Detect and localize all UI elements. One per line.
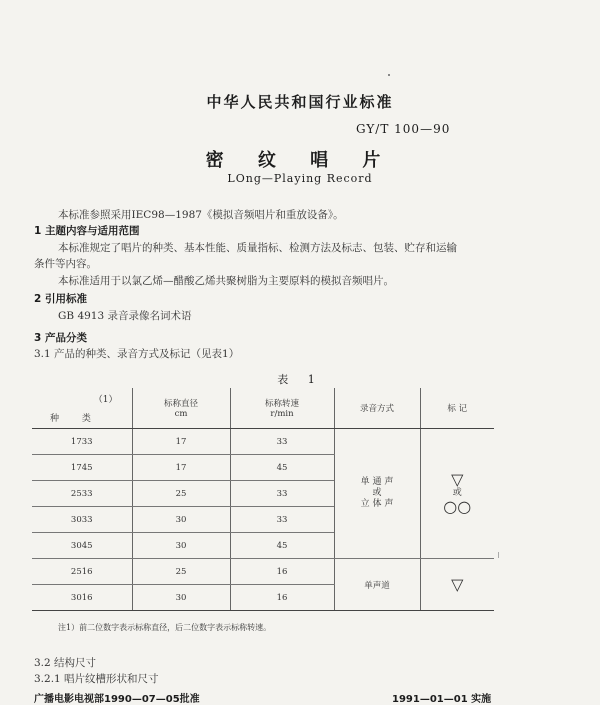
section-3-2-heading: 3.2 结构尺寸 [34,657,97,669]
cell-diameter: 17 [132,429,230,455]
intro-paragraph: 本标准参照采用IEC98—1987《模拟音频唱片和重放设备》。 [58,209,344,221]
cell-speed: 16 [230,585,334,611]
mode-stereo: 立 体 声 [360,499,394,509]
cell-diameter: 17 [132,455,230,481]
cell-speed: 45 [230,455,334,481]
table-caption: 表 1 [277,373,323,386]
table-row [32,429,494,455]
standard-code: GY/T 100—90 [356,122,451,136]
section-1-heading: 1 主题内容与适用范围 [34,225,140,237]
header-mark: 标 记 [420,388,494,429]
triangle-icon: ▽ [451,574,464,594]
table-header-row [32,388,494,429]
standard-header: 中华人民共和国行业标准 [206,93,394,111]
scan-speck [388,74,390,76]
double-circle-icon: ○○ [443,497,472,516]
cell-diameter: 25 [132,481,230,507]
cell-speed: 33 [230,507,334,533]
cell-diameter: 30 [132,585,230,611]
section-3-1-heading: 3.1 产品的种类、录音方式及标记（见表1） [34,348,240,360]
footer-effective: 1991—01—01 实施 [392,694,492,705]
header-speed-label: 标称转速 [264,399,299,409]
section-2-reference: GB 4913 录音录像名词术语 [58,310,192,322]
mode-or: 或 [372,488,382,498]
section-2-heading: 2 引用标准 [34,293,87,305]
section-3-heading: 3 产品分类 [34,332,87,344]
cell-diameter: 30 [132,533,230,559]
cell-speed: 33 [230,481,334,507]
cell-kind: 2516 [32,559,132,585]
cell-mode-group-1 [334,429,420,559]
cell-diameter: 30 [132,507,230,533]
triangle-icon: ▽ [451,470,464,489]
product-table [32,388,494,611]
header-kind-label: 种 类 [50,414,101,424]
mode-mono: 单 通 声 [360,477,394,487]
cell-kind: 2533 [32,481,132,507]
table-note: 注1）前二位数字表示标称直径，后二位数字表示标称转速。 [58,623,272,632]
section-1-scope: 本标准适用于以氯乙烯—醋酸乙烯共聚树脂为主要原料的模拟音频唱片。 [58,275,394,287]
mark-or: 或 [452,488,462,498]
footer-approval: 广播电影电视部1990—07—05批准 [34,694,200,705]
header-kind-note: （1） [93,395,118,405]
header-mode: 录音方式 [334,388,420,429]
header-kind [32,388,132,429]
header-speed [230,388,334,429]
section-3-2-1-heading: 3.2.1 唱片纹槽形状和尺寸 [34,673,159,685]
cell-kind: 3033 [32,507,132,533]
cell-diameter: 25 [132,559,230,585]
cell-kind: 3045 [32,533,132,559]
header-speed-unit: r/min [270,409,294,419]
table-row [32,559,494,585]
cell-kind: 1733 [32,429,132,455]
document-title: 密 纹 唱 片 [205,150,395,171]
section-1-paragraph: 本标准规定了唱片的种类、基本性能、质量指标、检测方法及标志、包装、贮存和运输 [58,242,457,254]
cell-mark-group-1 [420,429,494,559]
document-subtitle: LOng—Playing Record [227,172,373,185]
cell-kind: 1745 [32,455,132,481]
cell-speed: 33 [230,429,334,455]
cell-kind: 3016 [32,585,132,611]
header-diameter [132,388,230,429]
cell-speed: 16 [230,559,334,585]
cell-mode-group-2: 单声道 [334,559,420,611]
header-diameter-label: 标称直径 [163,399,198,409]
cell-speed: 45 [230,533,334,559]
section-1-paragraph-cont: 条件等内容。 [34,258,97,270]
cell-mark-group-2 [420,559,494,611]
header-diameter-unit: cm [174,409,188,419]
scan-mark [498,552,499,558]
